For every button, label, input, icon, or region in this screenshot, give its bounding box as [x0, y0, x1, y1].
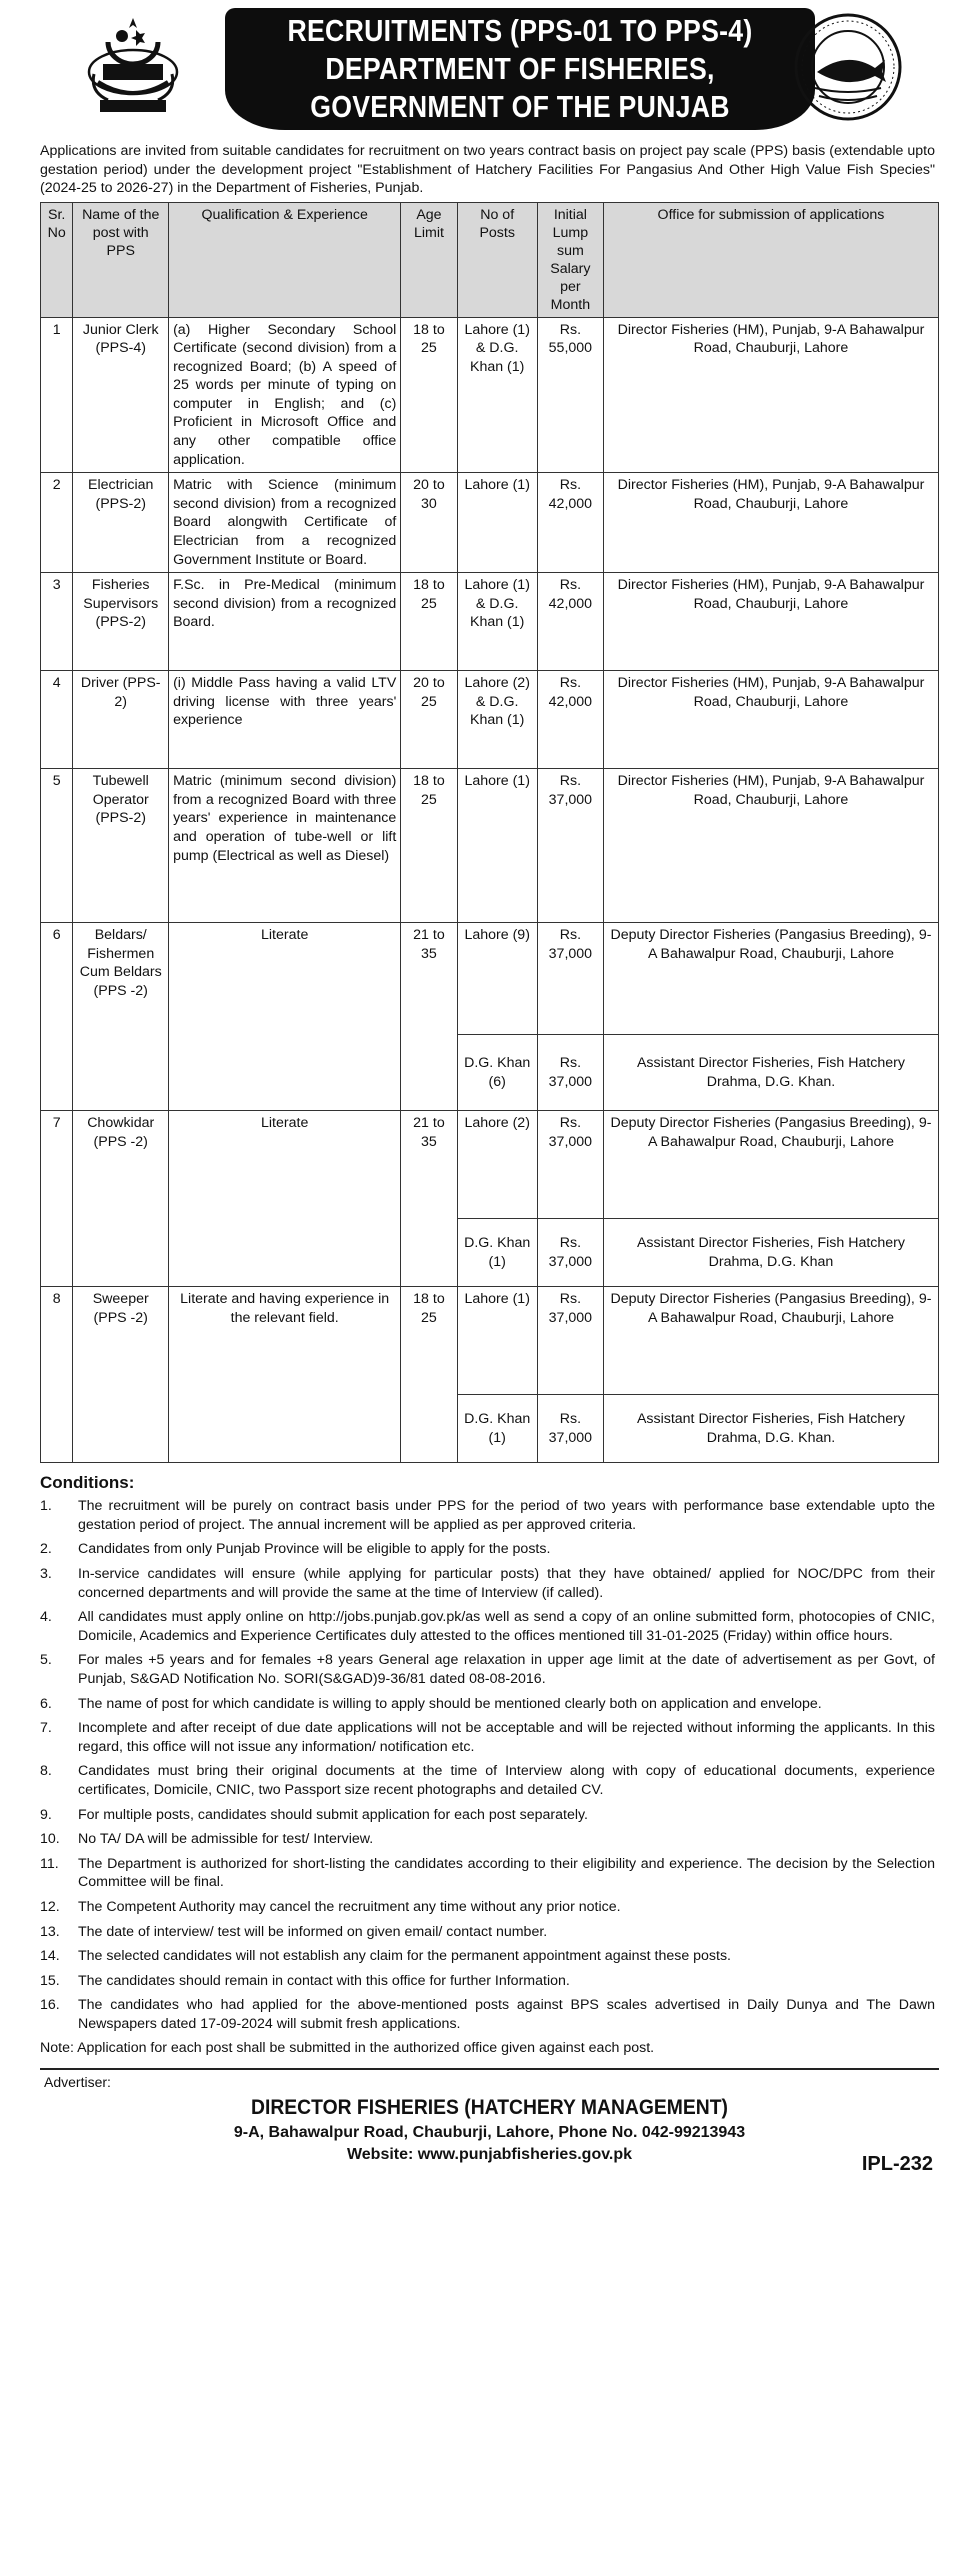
cell-office: Deputy Director Fisheries (Pangasius Breeding), 9-A Bahawalpur Road, Chauburji, Lahore: [603, 923, 938, 1035]
table-row: [41, 317, 939, 473]
cell-qualification: (i) Middle Pass having a valid LTV driving license with three years' experience: [169, 671, 401, 769]
condition-text: The Department is authorized for short-listing the candidates according to their eligibility and experience. The decision by the Selection Committee will be final.: [78, 1855, 935, 1891]
advertiser-address: 9-A, Bahawalpur Road, Chauburji, Lahore, Phone No. 042-99213943: [233, 2124, 746, 2142]
table-row: [41, 769, 939, 923]
cell-office: Deputy Director Fisheries (Pangasius Breeding), 9-A Bahawalpur Road, Chauburji, Lahore: [603, 1111, 938, 1219]
cell-age: 18 to 25: [401, 769, 457, 923]
condition-number: 7.: [40, 1720, 52, 1737]
cell-age: 20 to 25: [401, 671, 457, 769]
list-item: [40, 1830, 939, 1849]
cell-post-name: Chowkidar (PPS -2): [73, 1111, 169, 1287]
cell-office: Assistant Director Fisheries, Fish Hatchery Drahma, D.G. Khan.: [603, 1395, 938, 1463]
condition-text: For multiple posts, candidates should submit application for each post separately.: [78, 1806, 588, 1823]
cell-qualification: (a) Higher Secondary School Certificate (second division) from a recognized Board; (b) A speed of 25 words per minute of typing on computer in English; and (c) Proficient in Microsoft Office and any other compatible office application.: [169, 317, 401, 473]
cell-post-name: Beldars/ Fishermen Cum Beldars (PPS -2): [73, 923, 169, 1111]
cell-posts: Lahore (2) & D.G. Khan (1): [457, 671, 537, 769]
condition-text: The selected candidates will not establish any claim for the permanent appointment against these posts.: [78, 1948, 731, 1965]
cell-office: Director Fisheries (HM), Punjab, 9-A Bahawalpur Road, Chauburji, Lahore: [603, 671, 938, 769]
header-salary: Initial Lump sum Salary per Month: [537, 202, 603, 317]
title-line-2: DEPARTMENT OF FISHERIES,: [325, 51, 715, 86]
condition-number: 16.: [40, 1997, 60, 2014]
cell-sr: 1: [41, 317, 73, 473]
list-item: [40, 1719, 939, 1756]
list-item: [40, 1565, 939, 1602]
table-header-row: [41, 202, 939, 317]
list-item: [40, 1972, 939, 1991]
condition-text: In-service candidates will ensure (while applying for particular posts) that they have obtained/ applied for NOC/DPC from their concerned departments and will provide the same at the time of Interview (if called).: [78, 1566, 935, 1601]
punjab-government-logo-icon: [78, 12, 188, 122]
table-row: [41, 1287, 939, 1395]
cell-qualification: Matric (minimum second division) from a recognized Board with three years' experience in maintenance and operation of tube-well or lift pump (Electrical as well as Diesel): [169, 769, 401, 923]
cell-posts: D.G. Khan (1): [457, 1395, 537, 1463]
condition-number: 5.: [40, 1652, 52, 1669]
header-office: Office for submission of applications: [603, 202, 938, 317]
cell-sr: 4: [41, 671, 73, 769]
list-item: [40, 1497, 939, 1534]
cell-age: 20 to 30: [401, 473, 457, 573]
cell-post-name: Sweeper (PPS -2): [73, 1287, 169, 1463]
fisheries-department-seal-icon: [793, 12, 903, 122]
table-row: [41, 923, 939, 1035]
cell-salary: Rs. 37,000: [537, 1287, 603, 1395]
header-post-name: Name of the post with PPS: [73, 202, 169, 317]
condition-number: 3.: [40, 1566, 52, 1582]
list-item: [40, 1923, 939, 1942]
list-item: [40, 1762, 939, 1799]
cell-office: Deputy Director Fisheries (Pangasius Breeding), 9-A Bahawalpur Road, Chauburji, Lahore: [603, 1287, 938, 1395]
table-row: [41, 573, 939, 671]
cell-salary: Rs. 55,000: [537, 317, 603, 473]
cell-sr: 2: [41, 473, 73, 573]
list-item: [40, 1996, 939, 2033]
condition-text: For males +5 years and for females +8 years General age relaxation in upper age limit at the date of advertisement as per Govt, of Punjab, S&GAD Notification No. SORI(S&GAD)9-36/81 dated 08-08-2016.: [78, 1652, 935, 1687]
condition-text: The recruitment will be purely on contract basis under PPS for the period of two years with performance base extendable upto the gestation period of project. The annual increment will be applied as per approved criteria.: [78, 1498, 935, 1533]
cell-office: Assistant Director Fisheries, Fish Hatchery Drahma, D.G. Khan: [603, 1219, 938, 1287]
cell-age: 21 to 35: [401, 923, 457, 1111]
footer: [40, 2068, 939, 2184]
list-item: [40, 1651, 939, 1688]
cell-salary: Rs. 37,000: [537, 1035, 603, 1111]
cell-post-name: Electrician (PPS-2): [73, 473, 169, 573]
cell-age: 18 to 25: [401, 1287, 457, 1463]
header-qualification: Qualification & Experience: [169, 202, 401, 317]
cell-office: Director Fisheries (HM), Punjab, 9-A Bahawalpur Road, Chauburji, Lahore: [603, 573, 938, 671]
condition-text: All candidates must apply online on http://jobs.punjab.gov.pk/as well as send a copy of an online submitted form, photocopies of CNIC, Domicile, Academics and Experience Certificates duly attested to the offices mentioned till 31-01-2025 (Friday) within office hours.: [78, 1609, 935, 1644]
posts-table: [40, 202, 939, 1464]
cell-posts: D.G. Khan (6): [457, 1035, 537, 1111]
cell-posts: Lahore (1) & D.G. Khan (1): [457, 317, 537, 473]
table-row: [41, 473, 939, 573]
cell-posts: Lahore (1): [457, 473, 537, 573]
condition-text: The candidates should remain in contact with this office for further Information.: [78, 1972, 570, 1989]
cell-sr: 8: [41, 1287, 73, 1463]
title-line-1: RECRUITMENTS (PPS-01 TO PPS-4): [287, 13, 753, 48]
list-item: [40, 1855, 939, 1892]
cell-posts: Lahore (1) & D.G. Khan (1): [457, 573, 537, 671]
cell-salary: Rs. 37,000: [537, 769, 603, 923]
advertiser-label: Advertiser:: [44, 2074, 111, 2091]
cell-salary: Rs. 37,000: [537, 1111, 603, 1219]
advertiser-name: DIRECTOR FISHERIES (HATCHERY MANAGEMENT): [251, 2096, 728, 2120]
condition-text: Candidates must bring their original documents at the time of Interview along with copy of educational documents, experience certificates, Domicile, CNIC, two Passport size recent photographs and detailed CV.: [78, 1763, 935, 1798]
condition-text: Candidates from only Punjab Province will be eligible to apply for the posts.: [78, 1541, 551, 1558]
header: [40, 0, 939, 138]
note-text: Note: Application for each post shall be submitted in the authorized office given against each post.: [40, 2040, 655, 2057]
condition-number: 14.: [40, 1948, 60, 1965]
condition-number: 4.: [40, 1609, 52, 1626]
condition-number: 6.: [40, 1695, 52, 1712]
cell-qualification: F.Sc. in Pre-Medical (minimum second division) from a recognized Board.: [169, 573, 401, 671]
cell-posts: Lahore (9): [457, 923, 537, 1035]
cell-salary: Rs. 42,000: [537, 473, 603, 573]
cell-sr: 6: [41, 923, 73, 1111]
condition-text: The candidates who had applied for the above-mentioned posts against BPS scales advertised in Daily Dunya and The Dawn Newspapers dated 17-09-2024 will submit fresh applications.: [78, 1997, 935, 2032]
cell-post-name: Tubewell Operator (PPS-2): [73, 769, 169, 923]
cell-age: 21 to 35: [401, 1111, 457, 1287]
intro-paragraph: Applications are invited from suitable candidates for recruitment on two years contract basis on project pay scale (PPS) basis (extendable upto gestation period) under the development project "Establishment of Hatchery Facilities For Pangasius And Other High Value Fish Species" (2024-25 to 2026-27) in the Department of Fisheries, Punjab.: [40, 143, 935, 196]
cell-salary: Rs. 37,000: [537, 923, 603, 1035]
cell-age: 18 to 25: [401, 573, 457, 671]
cell-salary: Rs. 37,000: [537, 1395, 603, 1463]
condition-number: 9.: [40, 1806, 52, 1823]
cell-post-name: Junior Clerk (PPS-4): [73, 317, 169, 473]
cell-salary: Rs. 37,000: [537, 1219, 603, 1287]
table-row: [41, 1111, 939, 1219]
cell-post-name: Driver (PPS-2): [73, 671, 169, 769]
list-item: [40, 1540, 939, 1559]
cell-posts: Lahore (1): [457, 769, 537, 923]
header-sr-no: Sr. No: [41, 202, 73, 317]
header-no-of-posts: No of Posts: [457, 202, 537, 317]
list-item: [40, 1898, 939, 1917]
list-item: [40, 1806, 939, 1825]
condition-number: 10.: [40, 1831, 60, 1848]
cell-office: Director Fisheries (HM), Punjab, 9-A Bahawalpur Road, Chauburji, Lahore: [603, 473, 938, 573]
list-item: [40, 1608, 939, 1645]
condition-number: 15.: [40, 1972, 60, 1989]
cell-qualification: Matric with Science (minimum second division) from a recognized Board alongwith Certificate of Electrician from a recognized Government Institute or Board.: [169, 473, 401, 573]
cell-posts: Lahore (1): [457, 1287, 537, 1395]
cell-qualification: Literate: [169, 1111, 401, 1287]
cell-posts: Lahore (2): [457, 1111, 537, 1219]
condition-number: 12.: [40, 1898, 60, 1915]
advertiser-website: Website: www.punjabfisheries.gov.pk: [346, 2146, 633, 2164]
cell-sr: 7: [41, 1111, 73, 1287]
advertiser-block: [40, 2094, 939, 2166]
condition-text: No TA/ DA will be admissible for test/ Interview.: [78, 1831, 374, 1848]
cell-office: Director Fisheries (HM), Punjab, 9-A Bahawalpur Road, Chauburji, Lahore: [603, 769, 938, 923]
cell-sr: 3: [41, 573, 73, 671]
condition-text: The name of post for which candidate is willing to apply should be mentioned clearly both on application and envelope.: [78, 1695, 822, 1712]
ad-code: IPL-232: [861, 2153, 933, 2176]
cell-posts: D.G. Khan (1): [457, 1219, 537, 1287]
title-banner: [225, 8, 815, 130]
cell-office: Director Fisheries (HM), Punjab, 9-A Bahawalpur Road, Chauburji, Lahore: [603, 317, 938, 473]
table-row: [41, 671, 939, 769]
cell-salary: Rs. 42,000: [537, 573, 603, 671]
condition-number: 11.: [40, 1855, 59, 1872]
condition-number: 8.: [40, 1763, 52, 1780]
condition-text: The Competent Authority may cancel the recruitment any time without any prior notice.: [78, 1898, 621, 1915]
conditions-list: [40, 1497, 939, 2033]
cell-qualification: Literate: [169, 923, 401, 1111]
condition-number: 1.: [40, 1498, 52, 1515]
title-line-3: GOVERNMENT OF THE PUNJAB: [310, 89, 730, 124]
header-age-limit: Age Limit: [401, 202, 457, 317]
cell-sr: 5: [41, 769, 73, 923]
condition-number: 13.: [40, 1923, 60, 1940]
list-item: [40, 1695, 939, 1714]
cell-office: Assistant Director Fisheries, Fish Hatchery Drahma, D.G. Khan.: [603, 1035, 938, 1111]
cell-post-name: Fisheries Supervisors (PPS-2): [73, 573, 169, 671]
condition-number: 2.: [40, 1541, 52, 1558]
condition-text: The date of interview/ test will be informed on given email/ contact number.: [78, 1923, 548, 1940]
conditions-title: Conditions:: [40, 1473, 135, 1493]
condition-text: Incomplete and after receipt of due date applications will not be acceptable and will be rejected without informing the applicants. In this regard, this office will not issue any information/ notification etc.: [78, 1720, 935, 1755]
cell-qualification: Literate and having experience in the relevant field.: [169, 1287, 401, 1463]
cell-salary: Rs. 42,000: [537, 671, 603, 769]
list-item: [40, 1947, 939, 1966]
cell-age: 18 to 25: [401, 317, 457, 473]
